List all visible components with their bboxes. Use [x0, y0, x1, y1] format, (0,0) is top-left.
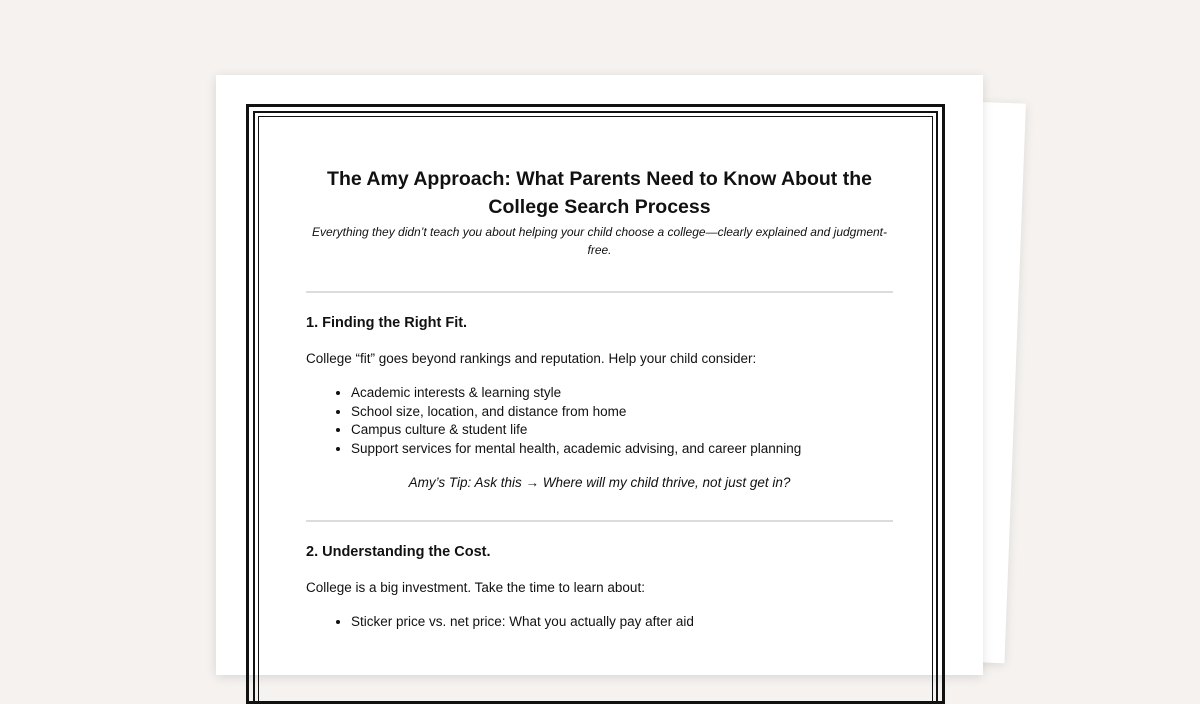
bullet-list [306, 384, 893, 458]
list-item: • Campus culture & student life [351, 421, 893, 440]
document-content [306, 165, 893, 632]
bullet-list [306, 613, 893, 632]
list-item: • Academic interests & learning style [351, 384, 893, 403]
section-heading: 2. Understanding the Cost. [306, 544, 491, 560]
list-item: • Support services for mental health, academic advising, and career planning [351, 440, 893, 459]
document-page [216, 75, 983, 675]
list-item: • Sticker price vs. net price: What you actually pay after aid [351, 613, 893, 632]
section-intro: College is a big investment. Take the time to learn about: [306, 580, 645, 595]
section-divider [306, 520, 893, 522]
section-heading: 1. Finding the Right Fit. [306, 315, 468, 331]
amy-tip: Amy’s Tip: Ask this → Where will my child thrive, not just get in? [408, 475, 791, 490]
section-divider [306, 291, 893, 293]
list-item: • School size, location, and distance from home [351, 403, 893, 422]
document-title: The Amy Approach: What Parents Need to Know About the College Search Process [327, 168, 872, 218]
section-intro: College “fit” goes beyond rankings and reputation. Help your child consider: [306, 351, 757, 366]
document-subtitle: Everything they didn’t teach you about helping your child choose a college—clearly explained and judgment-free. [311, 225, 888, 257]
